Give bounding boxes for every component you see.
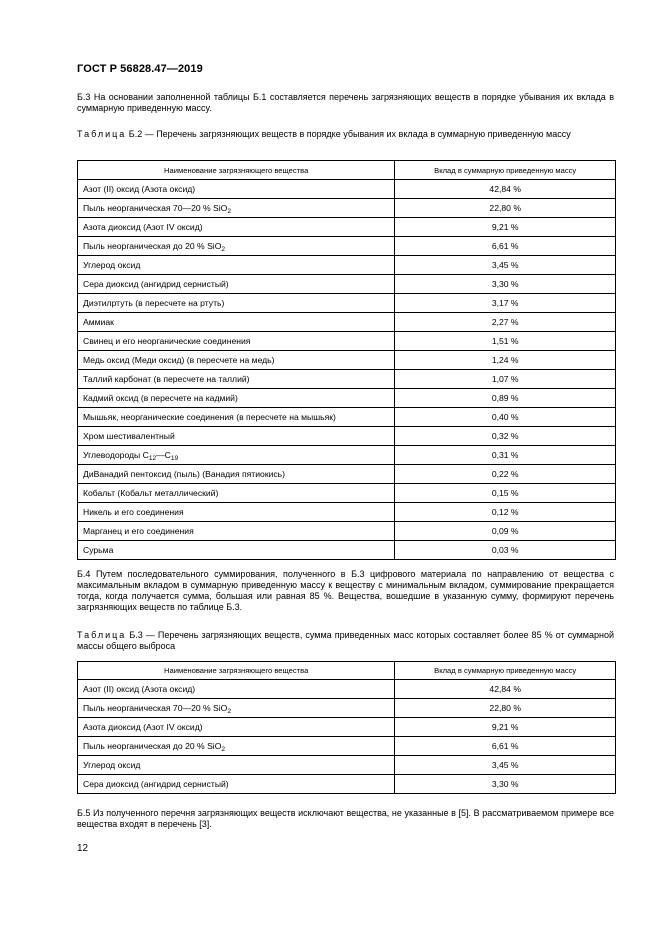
substance-name: Таллий карбонат (в пересчете на таллий): [83, 374, 250, 384]
substance-name: Пыль неорганическая до 20 % SiO: [83, 741, 222, 751]
substance-name: Азот (II) оксид (Азота оксид): [83, 684, 196, 694]
table-row: [78, 218, 616, 237]
paragraph-b3: Б.3 На основании заполненной таблицы Б.1 составляется перечень загрязняющих веществ в порядке убывания их вклада в суммарную приведенную массу.: [77, 92, 614, 113]
table-b3-header-row: [78, 662, 616, 680]
contribution-cell: 42,84 %: [395, 180, 616, 199]
table-row: [78, 237, 616, 256]
substance-subscript: 2: [221, 746, 226, 753]
substance-subscript: 12: [148, 455, 157, 462]
table-row: [78, 351, 616, 370]
table-row: [78, 256, 616, 275]
substance-name-cell: [78, 275, 395, 294]
substance-name-cell: [78, 756, 395, 775]
contribution-cell: 9,21 %: [395, 218, 616, 237]
table-b2-header-row: [78, 161, 616, 180]
substance-name-cell: [78, 680, 395, 699]
contribution-cell: 0,32 %: [395, 427, 616, 446]
table-b3-header-value: Вклад в суммарную приведенную массу: [395, 662, 616, 680]
table-b2-header-value: Вклад в суммарную приведенную массу: [395, 161, 616, 180]
contribution-cell: 0,03 %: [395, 541, 616, 560]
substance-name-cell: [78, 718, 395, 737]
substance-name-cell: [78, 465, 395, 484]
substance-name: Сурьма: [83, 545, 114, 555]
substance-name-cell: [78, 503, 395, 522]
contribution-cell: 22,80 %: [395, 699, 616, 718]
substance-name-cell: [78, 237, 395, 256]
substance-name: Углерод оксид: [83, 260, 141, 270]
substance-name-cell: [78, 313, 395, 332]
substance-name: Хром шестивалентный: [83, 431, 175, 441]
substance-name-cell: [78, 446, 395, 465]
substance-name-cell: [78, 332, 395, 351]
table-b3-caption: [77, 630, 614, 652]
substance-name-continued: —C: [156, 450, 171, 460]
contribution-cell: 6,61 %: [395, 737, 616, 756]
contribution-cell: 6,61 %: [395, 237, 616, 256]
contribution-cell: 0,09 %: [395, 522, 616, 541]
substance-name: Диэтилртуть (в пересчете на ртуть): [83, 298, 225, 308]
table-b3-header-name: Наименование загрязняющего вещества: [78, 662, 395, 680]
contribution-cell: 0,40 %: [395, 408, 616, 427]
contribution-cell: 3,17 %: [395, 294, 616, 313]
table-row: [78, 427, 616, 446]
substance-name: Аммиак: [83, 317, 114, 327]
substance-name: Мышьяк, неорганические соединения (в пересчете на мышьяк): [83, 412, 336, 422]
page-number: 12: [77, 843, 89, 854]
substance-name: Углеводороды C: [83, 450, 149, 460]
contribution-cell: 9,21 %: [395, 718, 616, 737]
contribution-cell: 3,45 %: [395, 256, 616, 275]
substance-name-cell: [78, 218, 395, 237]
substance-name: Сера диоксид (ангидрид сернистый): [83, 779, 229, 789]
contribution-cell: 0,15 %: [395, 484, 616, 503]
substance-name: Пыль неорганическая 70—20 % SiO: [83, 203, 228, 213]
substance-name: Медь оксид (Меди оксид) (в пересчете на медь): [83, 355, 275, 365]
table-b3-caption-label: Таблица: [77, 630, 127, 640]
substance-name: Марганец и его соединения: [83, 526, 194, 536]
table-row: [78, 332, 616, 351]
contribution-cell: 0,22 %: [395, 465, 616, 484]
table-row: [78, 199, 616, 218]
contribution-cell: 3,30 %: [395, 775, 616, 794]
substance-name: Сера диоксид (ангидрид сернистый): [83, 279, 229, 289]
substance-name: Кобальт (Кобальт металлический): [83, 488, 219, 498]
table-row: [78, 294, 616, 313]
substance-name: Пыль неорганическая 70—20 % SiO: [83, 703, 228, 713]
substance-name-cell: [78, 389, 395, 408]
substance-name: Азота диоксид (Азот IV оксид): [83, 222, 203, 232]
substance-name-cell: [78, 541, 395, 560]
substance-name-cell: [78, 370, 395, 389]
table-row: [78, 503, 616, 522]
contribution-cell: 3,45 %: [395, 756, 616, 775]
table-row: [78, 313, 616, 332]
table-row: [78, 737, 616, 756]
table-row: [78, 275, 616, 294]
table-row: [78, 699, 616, 718]
table-row: [78, 180, 616, 199]
substance-name: ДиВанадий пентоксид (пыль) (Ванадия пятиокись): [83, 469, 286, 479]
substance-name: Азот (II) оксид (Азота оксид): [83, 184, 196, 194]
substance-name-cell: [78, 737, 395, 756]
table-row: [78, 718, 616, 737]
substance-name-cell: [78, 180, 395, 199]
contribution-cell: 0,12 %: [395, 503, 616, 522]
table-b2-header-name: Наименование загрязняющего вещества: [78, 161, 395, 180]
substance-name: Углерод оксид: [83, 760, 141, 770]
substance-name-cell: [78, 294, 395, 313]
substance-name-cell: [78, 351, 395, 370]
contribution-cell: 22,80 %: [395, 199, 616, 218]
table-row: [78, 541, 616, 560]
table-b2: [77, 160, 616, 560]
table-row: [78, 370, 616, 389]
substance-name-cell: [78, 522, 395, 541]
substance-name-cell: [78, 408, 395, 427]
substance-subscript: 2: [227, 708, 231, 715]
table-row: [78, 756, 616, 775]
substance-subscript: 2: [227, 208, 231, 215]
substance-name-cell: [78, 199, 395, 218]
table-row: [78, 446, 616, 465]
table-b2-caption-label: Таблица: [77, 129, 127, 139]
table-b3: [77, 661, 616, 794]
contribution-cell: 2,27 %: [395, 313, 616, 332]
document-header: ГОСТ Р 56828.47—2019: [77, 63, 203, 75]
substance-subscript: 19: [170, 455, 179, 462]
substance-name-cell: [78, 256, 395, 275]
substance-name-cell: [78, 484, 395, 503]
contribution-cell: 42,84 %: [395, 680, 616, 699]
substance-name: Свинец и его неорганические соединения: [83, 336, 251, 346]
substance-name: Кадмий оксид (в пересчете на кадмий): [83, 393, 238, 403]
contribution-cell: 1,07 %: [395, 370, 616, 389]
substance-name-cell: [78, 699, 395, 718]
contribution-cell: 1,51 %: [395, 332, 616, 351]
substance-subscript: 2: [221, 246, 226, 253]
contribution-cell: 3,30 %: [395, 275, 616, 294]
table-b2-caption-text: Б.2 — Перечень загрязняющих веществ в порядке убывания их вклада в суммарную приведенную массу: [126, 129, 571, 139]
table-b3-caption-text: Б.3 — Перечень загрязняющих веществ, сумма приведенных масс которых составляет более 85 % от суммарной массы общего выброса: [77, 630, 614, 651]
contribution-cell: 0,89 %: [395, 389, 616, 408]
table-row: [78, 775, 616, 794]
table-row: [78, 522, 616, 541]
substance-name: Азота диоксид (Азот IV оксид): [83, 722, 203, 732]
table-row: [78, 408, 616, 427]
substance-name: Никель и его соединения: [83, 507, 184, 517]
table-row: [78, 484, 616, 503]
paragraph-b4: Б.4 Путем последовательного суммирования, полученного в Б.3 цифрового материала по направлению от вещества с максимальным вкладом в суммарную приведенную массу к веществу с минимальным вкладом, суммирование прекращается тогда, когда получается сумма, большая или равная 85 %. Вещества, вошедшие в указанную сумму, формируют перечень загрязняющих веществ по таблице Б.3.: [77, 569, 614, 612]
table-b2-caption: [77, 129, 614, 140]
substance-name-cell: [78, 775, 395, 794]
paragraph-b5: Б.5 Из полученного перечня загрязняющих веществ исключают вещества, не указанные в [5]. В рассматриваемом примере все вещества входят в перечень [3].: [77, 808, 614, 829]
contribution-cell: 0,31 %: [395, 446, 616, 465]
contribution-cell: 1,24 %: [395, 351, 616, 370]
substance-name: Пыль неорганическая до 20 % SiO: [83, 241, 222, 251]
table-row: [78, 680, 616, 699]
table-row: [78, 389, 616, 408]
substance-name-cell: [78, 427, 395, 446]
table-row: [78, 465, 616, 484]
